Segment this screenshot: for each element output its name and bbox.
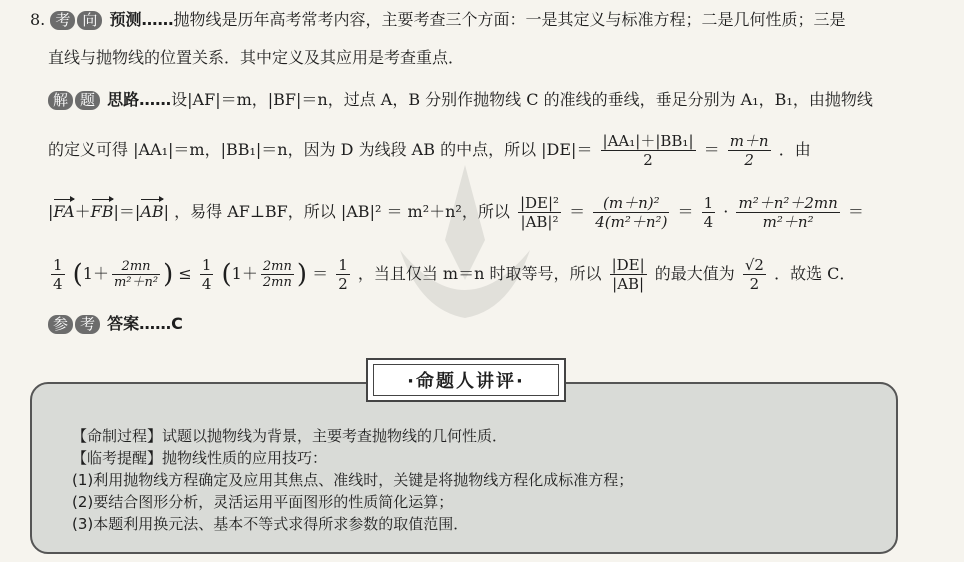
- vector-fb: FB: [90, 202, 114, 221]
- solution-text-2-end: ．由: [778, 140, 811, 159]
- solution-text-2: 的定义可得 |AA₁|＝m，|BB₁|＝n，因为 D 为线段 AB 的中点，所以 |DE|＝: [48, 140, 593, 159]
- leq-sign: ≤: [178, 264, 192, 283]
- tag-kao: 考: [50, 11, 75, 30]
- tag-kao2: 考: [75, 315, 100, 334]
- fraction-mn: $\frac{m+n}{2}$: [729, 132, 769, 169]
- solution-line-4: $\frac{1}{4}$ (1＋ $\frac{2mn}{\text{m²＋n²}}$ ) ≤ $\frac{1}{4}$ (1＋ $\frac{2mn}{2mn}$ ) ＝ $\frac{1}{2}$ ，当且仅当 m＝n 时取等号，所以 $\frac{|DE|}{|AB|}$ 的最大值为 $\frac{√2}{2}$ ．故选 C．: [53, 256, 856, 293]
- commentary-title: [366, 358, 566, 402]
- solution-text-4c: ．故选 C．: [774, 264, 856, 283]
- tag-can: 参: [48, 315, 73, 334]
- problem-header-line: [30, 10, 846, 30]
- answer-label: 答案……C: [107, 314, 183, 333]
- section-label-approach: 思路……: [107, 90, 172, 109]
- commentary-line-1: 【命制过程】试题以抛物线为背景，主要考查抛物线的几何性质．: [72, 427, 508, 445]
- tag-xiang: 向: [77, 11, 102, 30]
- equals-sign: ＝: [569, 202, 586, 221]
- fraction-de-ab: $\frac{|DE|}{|AB|}$: [611, 256, 645, 293]
- fraction-quarter-2: $\frac{1}{4}$: [53, 256, 63, 293]
- fraction-de: $\frac{\text{|AA₁|＋|BB₁|}}{2}$: [602, 132, 694, 169]
- solution-line-2: [48, 132, 811, 169]
- commentary-line-3: (1)利用抛物线方程确定及应用其焦点、准线时，关键是将抛物线方程化成标准方程；: [72, 471, 634, 489]
- equals-sign: ＝: [677, 202, 694, 221]
- commentary-line-5: (3)本题利用换元法、基本不等式求得所求参数的取值范围．: [72, 515, 469, 533]
- fraction-2mn-2: $\frac{2mn}{2mn}$: [262, 259, 292, 290]
- watermark-pen-logo: [390, 160, 540, 320]
- commentary-line-4: (2)要结合图形分析，灵活运用平面图形的性质简化运算；: [72, 493, 454, 511]
- tag-jie: 解: [48, 91, 73, 110]
- fraction-quarter-3: $\frac{1}{4}$: [201, 256, 212, 293]
- answer-line: [48, 314, 183, 334]
- solution-text-1: 设|AF|＝m，|BF|＝n，过点 A，B 分别作抛物线 C 的准线的垂线，垂足分别为 A₁，B₁，由抛物线: [171, 90, 873, 109]
- vector-ab: AB: [140, 202, 164, 221]
- solution-line-3: |FA＋FB|＝|AB| ，易得 AF⊥BF，所以 |AB|² ＝ m²＋n²，所以 $\frac{\text{|DE|²}}{\text{|AB|²}}$ ＝ $\frac{\text{(m＋n)²}}{\text{4(m²＋n²)}}$ ＝ $\frac{1}{4}$ · $\frac{\text{m²＋n²＋2mn}}{\text{m²＋n²}}$ ＝: [48, 194, 864, 231]
- commentary-title-text: ·命题人讲评·: [373, 364, 559, 396]
- forecast-text-line1: 抛物线是历年高考常考内容，主要考查三个方面：一是其定义与标准方程；二是几何性质；三是: [173, 10, 846, 29]
- fraction-half: $\frac{1}{2}$: [338, 256, 348, 293]
- commentary-line-2: 【临考提醒】抛物线性质的应用技巧：: [72, 449, 328, 467]
- equals-sign: ＝: [703, 140, 720, 159]
- solution-text-4b: 的最大值为: [654, 264, 735, 283]
- fraction-2mn: $\frac{2mn}{\text{m²＋n²}}$: [113, 259, 159, 290]
- equals-sign: ＝: [312, 264, 329, 283]
- solution-text-3: ，易得 AF⊥BF，所以 |AB|² ＝ m²＋n²，所以: [174, 202, 510, 221]
- fraction-expand: $\frac{\text{m²＋n²＋2mn}}{\text{m²＋n²}}$: [738, 194, 838, 231]
- problem-number: 8.: [30, 10, 46, 29]
- fraction-ratio-sq: $\frac{\text{|DE|²}}{\text{|AB|²}}$: [519, 194, 560, 231]
- fraction-quarter: $\frac{1}{4}$: [703, 194, 714, 231]
- solution-line-1: [48, 90, 873, 110]
- vector-fa: FA: [53, 202, 75, 221]
- section-label-forecast: 预测……: [109, 10, 174, 29]
- fraction-sq: $\frac{\text{(m＋n)²}}{\text{4(m²＋n²)}}$: [595, 194, 668, 231]
- forecast-text-line2: 直线与抛物线的位置关系．其中定义及其应用是考查重点．: [48, 48, 465, 67]
- equals-sign: ＝: [847, 202, 864, 221]
- dot-operator: ·: [723, 202, 729, 221]
- solution-text-4: ，当且仅当 m＝n 时取等号，所以: [357, 264, 602, 283]
- fraction-root2: $\frac{√2}{2}$: [744, 256, 764, 293]
- tag-ti: 题: [75, 91, 100, 110]
